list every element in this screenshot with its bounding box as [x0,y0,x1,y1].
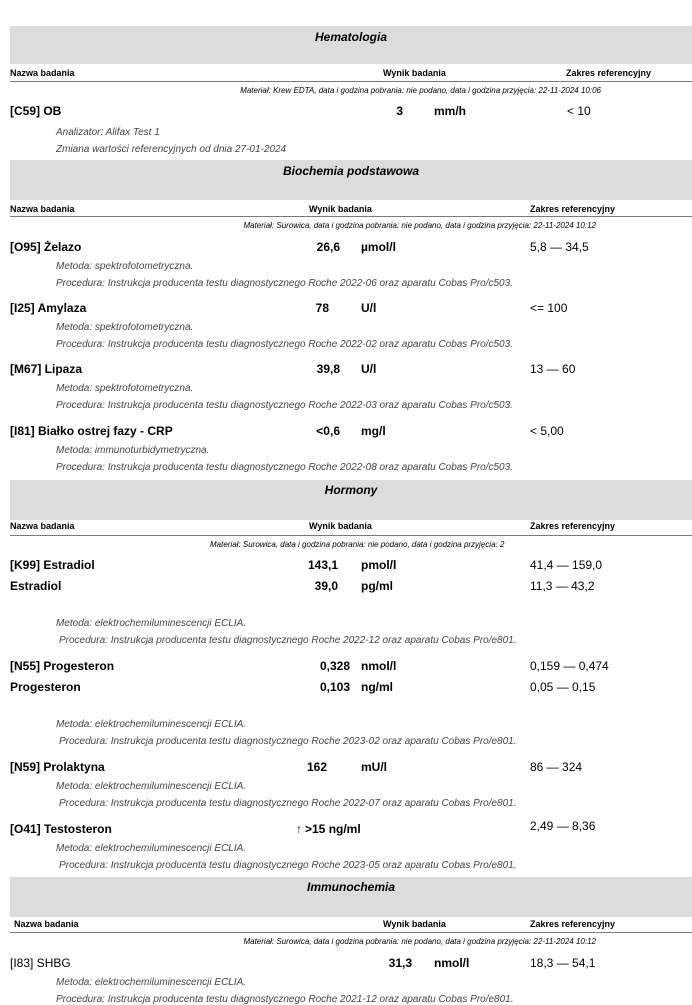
divider [10,81,692,82]
test-value-estradiol: 143,1 [307,558,338,572]
divider [10,932,692,933]
test-ref-ob: < 10 [567,104,591,118]
test-unit-ob: mm/h [434,104,467,118]
procedure-note: Procedura: Instrukcja producenta testu diagnostycznego Roche 2022-07 oraz aparatu Cobas Pro/e801. [59,798,517,809]
col-header-result: Wynik badania [309,521,372,531]
test-name-shbg: [I83] SHBG [10,956,71,970]
divider [10,216,692,217]
section-header-immunochemia [10,877,692,917]
col-header-ref: Zakres referencyjny [566,68,652,78]
col-header-name: Nazwa badania [14,919,79,929]
test-ref-zelazo: 5,8 — 34,5 [530,240,589,254]
section-title: Hematologia [314,30,387,44]
section-title: Biochemia podstawowa [282,164,420,178]
test-unit-shbg: nmol/l [434,956,470,970]
procedure-note: Procedura: Instrukcja producenta testu diagnostycznego Roche 2021-12 oraz aparatu Cobas Pro/e801. [56,994,514,1005]
method-note: Metoda: spektrofotometryczna. [56,261,194,272]
test-unit-estradiol: pmol/l [361,558,397,572]
test-ref-crp: < 5,00 [530,424,564,438]
method-note: Metoda: elektrochemiluminescencji ECLIA. [56,719,247,730]
col-header-name: Nazwa badania [10,204,75,214]
col-header-result: Wynik badania [309,204,372,214]
material-info: Materiał: Surowica, data i godzina pobrania: nie podano, data i godzina przyjęcia: 22-11-2024 10:12 [243,937,596,946]
test-ref-estradiol-alt: 11,3 — 43,2 [530,579,595,593]
material-info: Materiał: Surowica, data i godzina pobrania: nie podano, data i godzina przyjęcia: 2 [210,540,505,549]
method-note: Metoda: spektrofotometryczna. [56,383,194,394]
test-name-ob: [C59] OB [10,104,62,118]
test-value-shbg: 31,3 [388,956,412,970]
procedure-note: Procedura: Instrukcja producenta testu diagnostycznego Roche 2022-06 oraz aparatu Cobas Pro/c503. [56,278,513,289]
test-value-progesteron: 0,328 [319,659,350,673]
col-header-name: Nazwa badania [10,521,75,531]
analyzer-note: Analizator: Alifax Test 1 [56,127,160,138]
test-value-estradiol-alt: 39,0 [314,579,338,593]
test-ref-estradiol: 41,4 — 159,0 [530,558,603,572]
test-ref-amylaza: <= 100 [530,301,568,315]
test-value-testosteron: >15 ng/ml [305,822,361,836]
method-note: Metoda: elektrochemiluminescencji ECLIA. [56,977,247,988]
material-info: Materiał: Krew EDTA, data i godzina pobrania: nie podano, data i godzina przyjęcia: 22-11-2024 10:06 [240,86,601,95]
test-name-testosteron: [O41] Testosteron [10,822,112,836]
test-unit-crp: mg/l [361,424,386,438]
material-info: Materiał: Surowica, data i godzina pobrania: nie podano, data i godzina przyjęcia: 22-11-2024 10:12 [243,221,596,230]
test-value-crp: <0,6 [316,424,340,438]
test-name-prolaktyna: [N59] Prolaktyna [10,760,105,774]
test-value-progesteron-alt: 0,103 [319,680,350,694]
section-header-hormony [10,480,692,520]
test-name-estradiol-alt: Estradiol [10,579,62,593]
test-unit-progesteron: nmol/l [361,659,397,673]
divider [10,535,692,536]
test-unit-lipaza: U/l [361,362,377,376]
test-name-lipaza: [M67] Lipaza [10,362,83,376]
test-value-lipaza: 39,8 [316,362,340,376]
test-value-prolaktyna: 162 [306,760,327,774]
test-ref-lipaza: 13 — 60 [530,362,576,376]
test-ref-prolaktyna: 86 — 324 [530,760,583,774]
procedure-note: Procedura: Instrukcja producenta testu diagnostycznego Roche 2022-02 oraz aparatu Cobas Pro/c503. [56,339,513,350]
section-header-hematologia [10,26,692,64]
section-header-biochemia [10,160,692,200]
test-ref-progesteron-alt: 0,05 — 0,15 [530,680,596,694]
arrow-up-icon: ↑ [296,822,302,836]
test-value-amylaza: 78 [315,301,329,315]
col-header-result: Wynik badania [383,919,446,929]
col-header-result: Wynik badania [383,68,446,78]
test-name-progesteron: [N55] Progesteron [10,659,115,673]
method-note: Metoda: elektrochemiluminescencji ECLIA. [56,843,247,854]
section-title: Immunochemia [306,880,396,894]
test-unit-progesteron-alt: ng/ml [361,680,393,694]
test-name-estradiol: [K99] Estradiol [10,558,95,572]
test-value-zelazo: 26,6 [316,240,340,254]
procedure-note: Procedura: Instrukcja producenta testu diagnostycznego Roche 2023-05 oraz aparatu Cobas Pro/e801. [59,860,517,871]
test-ref-progesteron: 0,159 — 0,474 [530,659,609,673]
procedure-note: Procedura: Instrukcja producenta testu diagnostycznego Roche 2022-03 oraz aparatu Cobas Pro/c503. [56,400,513,411]
test-name-amylaza: [I25] Amylaza [10,301,87,315]
test-ref-testosteron: 2,49 — 8,36 [530,819,596,833]
col-header-ref: Zakres referencyjny [530,919,616,929]
test-unit-amylaza: U/l [361,301,377,315]
test-name-crp: [I81] Białko ostrej fazy - CRP [10,424,173,438]
method-note: Metoda: elektrochemiluminescencji ECLIA. [56,618,247,629]
col-header-ref: Zakres referencyjny [530,521,616,531]
test-result-testosteron [296,822,361,836]
procedure-note: Procedura: Instrukcja producenta testu diagnostycznego Roche 2022-08 oraz aparatu Cobas Pro/c503. [56,462,513,473]
test-name-progesteron-alt: Progesteron [10,680,81,694]
test-unit-estradiol-alt: pg/ml [361,579,393,593]
col-header-name: Nazwa badania [10,68,75,78]
test-unit-zelazo: µmol/l [361,240,396,254]
test-value-ob: 3 [396,104,403,118]
method-note: Metoda: spektrofotometryczna. [56,322,194,333]
section-title: Hormony [324,483,378,497]
procedure-note: Procedura: Instrukcja producenta testu diagnostycznego Roche 2023-02 oraz aparatu Cobas Pro/e801. [59,736,517,747]
procedure-note: Procedura: Instrukcja producenta testu diagnostycznego Roche 2022-12 oraz aparatu Cobas Pro/e801. [59,635,517,646]
test-ref-shbg: 18,3 — 54,1 [530,956,596,970]
reference-change-note: Zmiana wartości referencyjnych od dnia 27-01-2024 [56,144,287,155]
col-header-ref: Zakres referencyjny [530,204,616,214]
method-note: Metoda: elektrochemiluminescencji ECLIA. [56,781,247,792]
test-unit-prolaktyna: mU/l [361,760,388,774]
test-name-zelazo: [O95] Żelazo [10,240,82,254]
method-note: Metoda: immunoturbidymetryczna. [56,445,210,456]
